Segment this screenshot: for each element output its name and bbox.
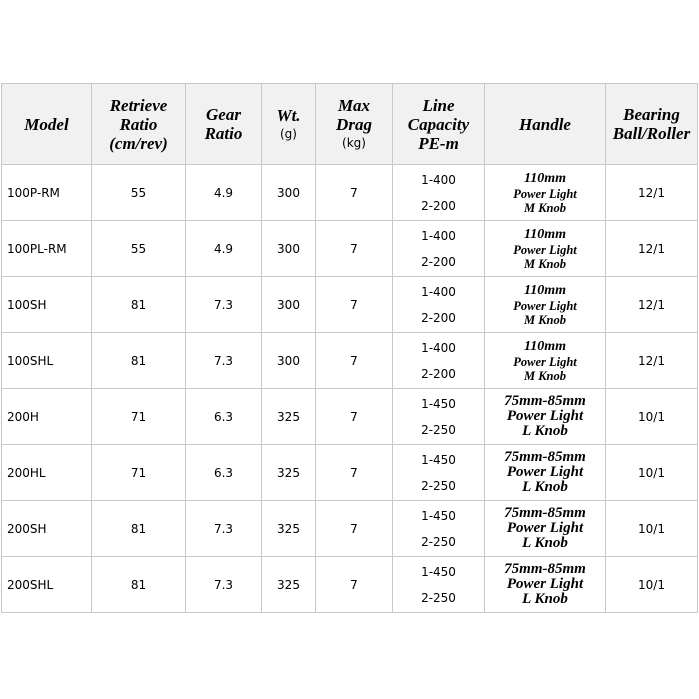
cell-handle [485, 221, 606, 277]
cell-line-capacity [393, 389, 485, 445]
capacity-value: 1-450 [421, 564, 456, 579]
capacity-value: 1-400 [421, 172, 456, 187]
cell-gear-ratio: 7.3 [186, 557, 262, 613]
cell-model: 200H [2, 389, 92, 445]
handle-line: Power Light [513, 298, 577, 313]
cell-handle [485, 389, 606, 445]
table-row [2, 165, 698, 221]
header-bearing [606, 84, 698, 165]
cell-line-capacity [393, 501, 485, 557]
cell-retrieve-ratio: 55 [92, 221, 186, 277]
handle-line: Power Light [513, 186, 577, 201]
cell-model: 200SH [2, 501, 92, 557]
header-gear-line: Gear [206, 105, 241, 124]
handle-line: 110mm [523, 282, 566, 298]
cell-weight: 300 [262, 333, 316, 389]
header-gear-line: Ratio [204, 124, 243, 143]
cell-max-drag: 7 [316, 557, 393, 613]
capacity-value: 2-250 [421, 590, 456, 605]
cell-retrieve-ratio: 81 [92, 333, 186, 389]
header-line-line: PE-m [418, 133, 459, 153]
cell-handle [485, 277, 606, 333]
cell-line-capacity [393, 557, 485, 613]
header-weight-line: Wt. [276, 105, 301, 125]
handle-line: 75mm-85mm [504, 561, 586, 577]
cell-max-drag: 7 [316, 277, 393, 333]
table-row [2, 501, 698, 557]
cell-line-capacity [393, 445, 485, 501]
cell-max-drag: 7 [316, 333, 393, 389]
cell-gear-ratio: 6.3 [186, 389, 262, 445]
handle-line: L Knob [522, 591, 568, 607]
handle-line: 75mm-85mm [504, 449, 586, 465]
cell-line-capacity [393, 333, 485, 389]
header-handle [485, 84, 606, 165]
handle-line: L Knob [522, 479, 568, 495]
cell-weight: 325 [262, 389, 316, 445]
capacity-value: 1-450 [421, 508, 456, 523]
spec-table [1, 83, 698, 613]
handle-line: Power Light [506, 520, 584, 536]
capacity-value: 1-450 [421, 452, 456, 467]
cell-max-drag: 7 [316, 501, 393, 557]
cell-retrieve-ratio: 81 [92, 557, 186, 613]
cell-model: 100SH [2, 277, 92, 333]
cell-gear-ratio: 4.9 [186, 221, 262, 277]
handle-line: M Knob [523, 312, 567, 327]
header-line-line: Line [422, 95, 455, 115]
header-bearing-line: Ball/Roller [612, 124, 691, 143]
handle-line: M Knob [523, 200, 567, 215]
cell-bearing: 12/1 [606, 277, 698, 333]
header-handle-line: Handle [519, 114, 571, 134]
handle-line: M Knob [523, 368, 567, 383]
table-row [2, 389, 698, 445]
header-bearing-line: Bearing [623, 105, 680, 124]
cell-retrieve-ratio: 71 [92, 445, 186, 501]
header-drag-unit: (kg) [342, 136, 366, 150]
cell-bearing: 12/1 [606, 333, 698, 389]
cell-gear-ratio: 7.3 [186, 333, 262, 389]
header-line-line: Capacity [407, 114, 470, 134]
table-row [2, 277, 698, 333]
cell-gear-ratio: 6.3 [186, 445, 262, 501]
cell-line-capacity [393, 277, 485, 333]
cell-bearing: 10/1 [606, 445, 698, 501]
table-row [2, 333, 698, 389]
header-max-drag [316, 84, 393, 165]
cell-handle [485, 165, 606, 221]
cell-max-drag: 7 [316, 445, 393, 501]
capacity-value: 2-200 [421, 310, 456, 325]
capacity-value: 2-200 [421, 366, 456, 381]
cell-bearing: 10/1 [606, 389, 698, 445]
header-drag-line: Max [337, 96, 371, 115]
handle-line: 110mm [523, 226, 566, 242]
handle-line: Power Light [513, 354, 577, 369]
cell-weight: 300 [262, 277, 316, 333]
header-retrieve-line: Ratio [119, 114, 158, 134]
handle-line: Power Light [506, 464, 584, 480]
cell-bearing: 12/1 [606, 165, 698, 221]
cell-max-drag: 7 [316, 165, 393, 221]
handle-line: Power Light [513, 242, 577, 257]
cell-max-drag: 7 [316, 389, 393, 445]
cell-gear-ratio: 7.3 [186, 501, 262, 557]
cell-handle [485, 333, 606, 389]
table-row [2, 557, 698, 613]
cell-gear-ratio: 7.3 [186, 277, 262, 333]
capacity-value: 2-250 [421, 534, 456, 549]
cell-handle [485, 445, 606, 501]
cell-weight: 300 [262, 165, 316, 221]
cell-bearing: 10/1 [606, 557, 698, 613]
cell-retrieve-ratio: 71 [92, 389, 186, 445]
handle-line: Power Light [506, 408, 584, 424]
cell-weight: 325 [262, 501, 316, 557]
cell-weight: 300 [262, 221, 316, 277]
table-row [2, 445, 698, 501]
cell-gear-ratio: 4.9 [186, 165, 262, 221]
cell-handle [485, 557, 606, 613]
header-model [2, 84, 92, 165]
header-weight-unit: (g) [280, 126, 297, 141]
header-retrieve-line: (cm/rev) [109, 133, 168, 153]
cell-retrieve-ratio: 55 [92, 165, 186, 221]
cell-line-capacity [393, 165, 485, 221]
capacity-value: 1-400 [421, 228, 456, 243]
cell-bearing: 10/1 [606, 501, 698, 557]
capacity-value: 2-200 [421, 254, 456, 269]
cell-weight: 325 [262, 445, 316, 501]
capacity-value: 1-400 [421, 284, 456, 299]
handle-line: 75mm-85mm [504, 505, 586, 521]
capacity-value: 2-250 [421, 478, 456, 493]
spec-table-body [2, 165, 698, 613]
cell-max-drag: 7 [316, 221, 393, 277]
table-row [2, 221, 698, 277]
cell-model: 100P-RM [2, 165, 92, 221]
handle-line: M Knob [523, 256, 567, 271]
header-gear-ratio [186, 84, 262, 165]
cell-handle [485, 501, 606, 557]
handle-line: 110mm [523, 170, 566, 186]
header-line-capacity [393, 84, 485, 165]
handle-line: 110mm [523, 338, 566, 354]
cell-line-capacity [393, 221, 485, 277]
header-model-line: Model [24, 114, 69, 134]
capacity-value: 2-250 [421, 422, 456, 437]
capacity-value: 2-200 [421, 198, 456, 213]
handle-line: L Knob [522, 423, 568, 439]
handle-line: 75mm-85mm [504, 393, 586, 409]
cell-model: 100SHL [2, 333, 92, 389]
cell-retrieve-ratio: 81 [92, 277, 186, 333]
cell-retrieve-ratio: 81 [92, 501, 186, 557]
cell-model: 200SHL [2, 557, 92, 613]
capacity-value: 1-450 [421, 396, 456, 411]
cell-bearing: 12/1 [606, 221, 698, 277]
cell-model: 100PL-RM [2, 221, 92, 277]
header-drag-line: Drag [336, 115, 372, 134]
capacity-value: 1-400 [421, 340, 456, 355]
header-weight [262, 84, 316, 165]
handle-line: Power Light [506, 576, 584, 592]
cell-weight: 325 [262, 557, 316, 613]
cell-model: 200HL [2, 445, 92, 501]
header-retrieve-ratio [92, 84, 186, 165]
handle-line: L Knob [522, 535, 568, 551]
header-retrieve-line: Retrieve [109, 95, 168, 115]
header-row [2, 84, 698, 165]
